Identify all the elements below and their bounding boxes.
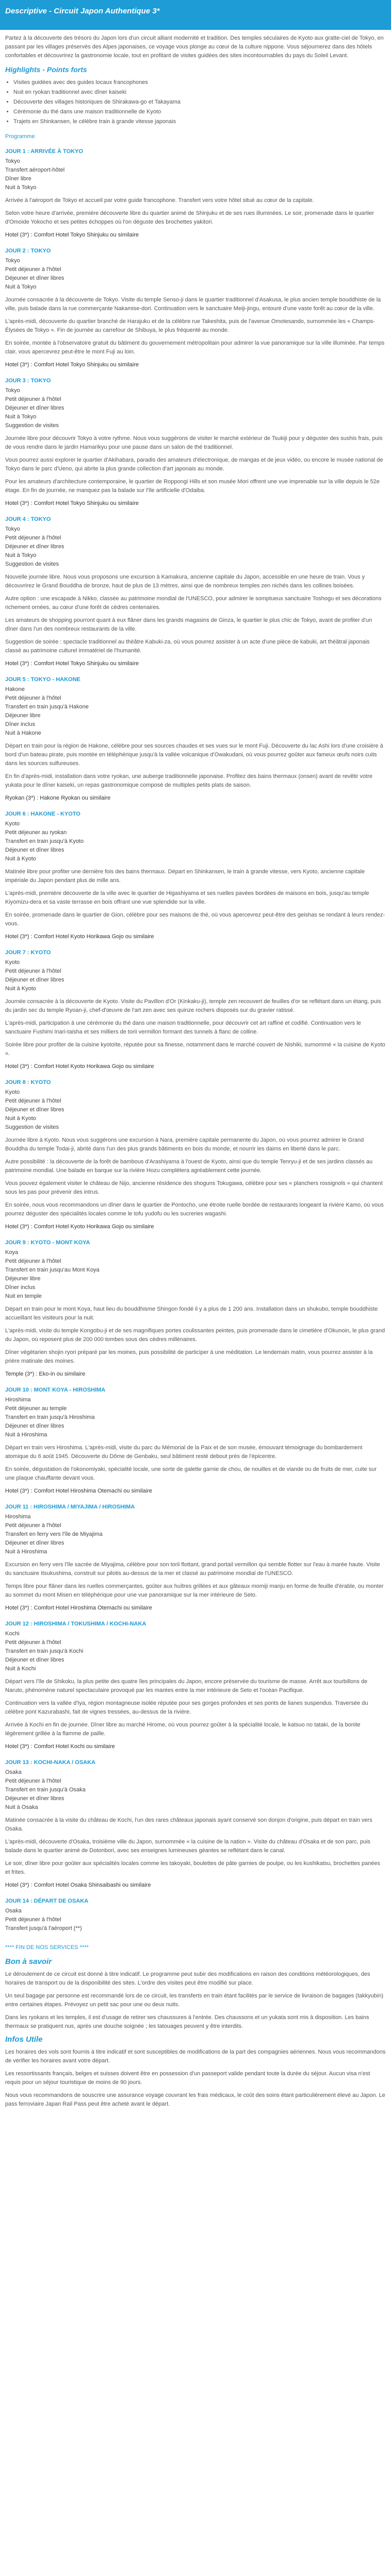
day-info-line: Déjeuner libre (5, 713, 41, 719)
day-title: JOUR 11 : HIROSHIMA / MIYAJIMA / HIROSHIMA (5, 1504, 135, 1510)
day-description: Départ en train pour la région de Hakone, célèbre pour ses sources chaudes et ses vues sur le mont Fuji. Découverte du lac Ashi lors d'une croisière à bord d'un bateau pirate, puis montée en téléphérique jusqu'à la vallée volcanique d'Owakudani, où vous pourrez goûter aux fameux œufs noirs cuits dans les sources sulfureuses. (5, 743, 383, 767)
day-info-line: Petit déjeuner à l'hôtel (5, 396, 61, 402)
itinerary-day (5, 515, 386, 668)
day-info-line: Déjeuner et dîner libres (5, 1540, 64, 1546)
main-content (0, 30, 391, 2118)
day-info-line: Petit déjeuner à l'hôtel (5, 1522, 61, 1529)
day-description: Journée consacrée à la découverte de Kyoto. Visite du Pavillon d'Or (Kinkaku-ji), temple zen recouvert de feuilles d'or se reflétant dans un étang, puis du jardin sec du temple Ryoan-ji, chef-d'œuvre de l'art zen avec ses quinze rochers disposés sur du gravier ratissé. (5, 998, 381, 1013)
highlight-item: • Trajets en Shinkansen, le célèbre train à grande vitesse japonais (13, 117, 386, 126)
day-info-line: Déjeuner et dîner libres (5, 405, 64, 411)
highlights-title: Highlights - Points forts (5, 65, 87, 74)
day-info-line: Dîner inclus (5, 1284, 36, 1291)
day-info-line: Hakone (5, 686, 25, 692)
itinerary-day (5, 675, 386, 803)
itinerary-day (5, 1620, 386, 1751)
day-title: JOUR 14 : DÉPART DE OSAKA (5, 1898, 89, 1904)
itinerary-day (5, 1239, 386, 1379)
day-info-line: Nuit à Kyoto (5, 1115, 36, 1122)
day-description: Arrivée à Kochi en fin de journée. Dîner libre au marché Hirome, où vous pourrez goûter à la spécialité locale, le katsuo no tataki, de la bonite légèrement grillée à la flamme de paille. (5, 1722, 361, 1737)
day-info-line: Déjeuner et dîner libres (5, 544, 64, 550)
useful-info-title: Infos Utile (5, 2035, 43, 2044)
day-title: JOUR 6 : HAKONE - KYOTO (5, 811, 80, 817)
day-info-line: Nuit à Kochi (5, 1666, 36, 1672)
day-description: Journée libre à Kyoto. Nous vous suggérons une excursion à Nara, première capitale permanente du Japon, où vous pourrez admirer le Grand Bouddha du temple Todai-ji, abrité dans l'un des plus grands bâtiments en bois du monde, et nourrir les daims en liberté dans le parc. (5, 1137, 364, 1152)
day-info-line: Nuit à Hakone (5, 730, 41, 736)
day-description: L'après-midi, visite du temple Kongobu-ji et de ses magnifiques portes coulissantes peintes, puis promenade dans le cimetière d'Okunoin, le plus grand du Japon, où reposent plus de 200 000 tombes sous des cèdres millénaires. (5, 1328, 385, 1343)
day-info-line: Nuit à Tokyo (5, 284, 37, 290)
hotel-line: Hotel (3*) : Comfort Hotel Tokyo Shinjuku ou similaire (5, 660, 139, 667)
day-info-line: Déjeuner et dîner libres (5, 1107, 64, 1113)
day-title: JOUR 9 : KYOTO - MONT KOYA (5, 1240, 90, 1246)
good-to-know-paragraph: Un seul bagage par personne est recommandé lors de ce circuit, les transferts en train étant facilités par le service de livraison de bagages (takkyubin) entre certaines étapes. Prévoyez un petit sac pour une ou deux nuits. (5, 1993, 384, 2008)
day-description: Vous pourrez aussi explorer le quartier d'Akihabara, paradis des amateurs d'électronique, de mangas et de jeux vidéo, ou encore le musée national de Tokyo dans le parc d'Ueno, qui abrite la plus grande collection d'art japonais au monde. (5, 457, 383, 472)
hotel-line: Hotel (3*) : Comfort Hotel Kyoto Horikawa Gojo ou similaire (5, 1063, 154, 1070)
hotel-line: Hotel (3*) : Comfort Hotel Tokyo Shinjuku ou similaire (5, 232, 139, 238)
spacer (5, 1812, 386, 1816)
day-title: JOUR 12 : HIROSHIMA / TOKUSHIMA / KOCHI-NAKA (5, 1621, 146, 1627)
spacer (5, 569, 386, 573)
itinerary-day (5, 948, 386, 1071)
day-info-line: Petit déjeuner à l'hôtel (5, 535, 61, 541)
day-info-line: Kyoto (5, 821, 20, 827)
day-info-line: Tokyo (5, 158, 20, 164)
spacer (5, 1556, 386, 1561)
day-info-line: Tokyo (5, 387, 20, 394)
end-of-services: **** FIN DE NOS SERVICES **** (5, 1944, 89, 1951)
day-info-line: Nuit à Hiroshima (5, 1432, 47, 1438)
day-info-line: Suggestion de visites (5, 1124, 59, 1130)
day-description: Matinée libre pour profiter une dernière fois des bains thermaux. Départ en Shinkansen, le train à grande vitesse, vers Kyoto, ancienne capitale impériale du Japon pendant plus de mille ans. (5, 869, 365, 884)
day-description: Dîner végétarien shojin ryori préparé par les moines, puis possibilité de participer à une méditation. Le lendemain matin, vous pourrez assister à la prière matinale des moines. (5, 1349, 373, 1364)
day-info-line: Petit déjeuner à l'hôtel (5, 1639, 61, 1646)
day-title: JOUR 4 : TOKYO (5, 516, 51, 522)
spacer (5, 738, 386, 742)
highlight-item: • Nuit en ryokan traditionnel avec dîner kaiseki (13, 88, 386, 97)
day-description: Suggestion de soirée : spectacle traditionnel au théâtre Kabuki-za, où vous pourrez assister à un acte d'une pièce de kabuki, art théâtral japonais classé au patrimoine culturel immatériel de l'humanité. (5, 639, 370, 654)
day-description: En soirée, dégustation de l'okonomiyaki, spécialité locale, une sorte de galette garnie de chou, de nouilles et de viande ou de fruits de mer, cuite sur une plaque chauffante devant vous. (5, 1466, 377, 1481)
day-title: JOUR 5 : TOKYO - HAKONE (5, 676, 80, 683)
day-description: Départ vers l'île de Shikoku, la plus petite des quatre îles principales du Japon, encore préservée du tourisme de masse. Arrêt aux tourbillons de Naruto, phénomène naturel spectaculaire provoqué par les marées entre la mer intérieure de Seto et l'océan Pacifique. (5, 1679, 368, 1693)
day-info-line: Déjeuner et dîner libres (5, 847, 64, 853)
day-description: Départ en train vers Hiroshima. L'après-midi, visite du parc du Mémorial de la Paix et de son musée, émouvant témoignage du bombardement atomique du 6 août 1945. Découverte du Dôme de Genbaku, seul bâtiment resté debout près de l'épicentre. (5, 1445, 363, 1460)
spacer (5, 1439, 386, 1444)
day-description: L'après-midi, première découverte de la ville avec le quartier de Higashiyama et ses ruelles pavées bordées de maisons en bois, jusqu'au temple Kiyomizu-dera et sa vaste terrasse en bois offrant une vue splendide sur la ville. (5, 890, 369, 905)
itinerary-day (5, 1758, 386, 1890)
itinerary-day (5, 1897, 386, 1937)
day-info-line: Tokyo (5, 258, 20, 264)
good-to-know-paragraph: Dans les ryokans et les temples, il est d'usage de retirer ses chaussures à l'entrée. Des chaussons et un yukata sont mis à disposition. Les bains thermaux se pratiquent nus, après une douche soignée ; les tatouages peuvent y être interdits. (5, 2014, 369, 2029)
day-description: L'après-midi, découverte d'Osaka, troisième ville du Japon, surnommée « la cuisine de la nation ». Visite du château d'Osaka et de son parc, puis balade dans le quartier animé de Dotonbori, avec ses enseignes lumineuses géantes se reflétant dans le canal. (5, 1839, 371, 1854)
day-info-line: Hiroshima (5, 1397, 31, 1403)
day-description: Nouvelle journée libre. Nous vous proposons une excursion à Kamakura, ancienne capitale du Japon, accessible en une heure de train. Vous y découvrirez le Grand Bouddha de bronze, haut de plus de 13 mètres, ainsi que de nombreux temples zen nichés dans les collines boisées. (5, 574, 365, 589)
highlight-item: • Visites guidées avec des guides locaux francophones (13, 78, 386, 87)
hotel-line: Hotel (3*) : Comfort Hotel Kyoto Horikawa Gojo ou similaire (5, 934, 154, 940)
day-title: JOUR 2 : TOKYO (5, 248, 51, 254)
day-title: JOUR 8 : KYOTO (5, 1079, 51, 1086)
day-info-line: Nuit à Tokyo (5, 552, 37, 558)
day-info-line: Déjeuner et dîner libres (5, 1423, 64, 1429)
hotel-line: Hotel (3*) : Comfort Hotel Hiroshima Otemachi ou similaire (5, 1488, 152, 1494)
day-description: Matinée consacrée à la visite du château de Kochi, l'un des rares châteaux japonais ayant conservé son donjon d'origine, puis départ en train vers Osaka. (5, 1817, 372, 1832)
itinerary-day (5, 377, 386, 508)
day-info-line: Transfert en train jusqu'à Kyoto (5, 838, 84, 844)
day-description: Selon votre heure d'arrivée, première découverte libre du quartier animé de Shinjuku et de ses rues illuminées. Le soir, promenade dans le quartier d'Omoide Yokocho et ses petites échoppes où l'on déguste des brochettes yakitori. (5, 210, 374, 225)
day-title: JOUR 3 : TOKYO (5, 378, 51, 384)
hotel-line: Hotel (3*) : Comfort Hotel Hiroshima Otemachi ou similaire (5, 1605, 152, 1611)
itinerary-day (5, 1503, 386, 1613)
spacer (5, 192, 386, 196)
day-description: Soirée libre pour profiter de la cuisine kyotoïte, réputée pour sa finesse, notamment dans le marché couvert de Nishiki, surnommé « la cuisine de Kyoto ». (5, 1042, 385, 1057)
day-description: Départ en train pour le mont Koya, haut lieu du bouddhisme Shingon fondé il y a plus de 1 200 ans. Installation dans un shukubo, temple bouddhiste accueillant les visiteurs pour la nuit. (5, 1306, 378, 1321)
day-info-line: Nuit en temple (5, 1293, 42, 1299)
page-title: Descriptive - Circuit Japon Authentique 3* (5, 7, 160, 15)
day-info-line: Osaka (5, 1908, 22, 1914)
spacer (5, 1933, 386, 1937)
intro-paragraph: Partez à la découverte des trésors du Japon lors d'un circuit alliant modernité et tradition. Des temples séculaires de Kyoto aux gratte-ciel de Tokyo, en passant par les villages préservés des Alpes japonaises, ce voyage vous plonge au cœur de la culture nippone. Vous séjournerez dans des hôtels confortables et découvrirez la gastronomie locale, tout en profitant de visites guidées des sites incontournables du pays du Soleil Levant. (5, 35, 384, 59)
day-info-line: Kyoto (5, 1089, 20, 1095)
spacer (5, 430, 386, 434)
day-info-line: Petit déjeuner à l'hôtel (5, 1258, 61, 1264)
program-label: Programme (5, 133, 35, 140)
spacer (5, 1673, 386, 1677)
day-info-line: Petit déjeuner à l'hôtel (5, 695, 61, 701)
day-info-line: Transfert aéroport-hôtel (5, 167, 65, 173)
day-info-line: Osaka (5, 1769, 22, 1775)
day-info-line: Koya (5, 1249, 19, 1256)
itinerary-day (5, 1078, 386, 1231)
day-info-line: Déjeuner et dîner libres (5, 977, 64, 983)
day-info-line: Tokyo (5, 526, 20, 532)
day-description: Le soir, dîner libre pour goûter aux spécialités locales comme les takoyaki, boulettes de pâte garnies de poulpe, ou les kushikatsu, brochettes panées et frites. (5, 1860, 381, 1875)
day-description: Arrivée à l'aéroport de Tokyo et accueil par votre guide francophone. Transfert vers votre hôtel situé au cœur de la capitale. (5, 197, 314, 204)
day-description: Vous pouvez également visiter le château de Nijo, ancienne résidence des shoguns Tokugawa, célèbre pour ses « planchers rossignols » qui chantent sous les pas pour prévenir des intrus. (5, 1180, 383, 1195)
day-info-line: Transfert en train jusqu'à Hiroshima (5, 1414, 95, 1420)
day-info-line: Dîner inclus (5, 721, 36, 727)
day-description: Les amateurs de shopping pourront quant à eux flâner dans les grands magasins de Ginza, le quartier le plus chic de Tokyo, avant de profiter d'un dîner dans l'un des nombreux restaurants de la ville. (5, 617, 372, 632)
day-description: Pour les amateurs d'architecture contemporaine, le quartier de Roppongi Hills et son musée Mori offrent une vue imprenable sur la ville depuis le 52e étage. En fin de journée, ne manquez pas la balade sur l'île artificielle d'Odaiba. (5, 479, 380, 494)
day-info-line: Petit déjeuner à l'hôtel (5, 1098, 61, 1104)
day-info-line: Nuit à Tokyo (5, 414, 37, 420)
useful-info-paragraph: Les ressortissants français, belges et suisses doivent être en possession d'un passeport valide pendant toute la durée du séjour. Aucun visa n'est requis pour un séjour touristique de moins de 90 jours. (5, 2071, 370, 2086)
day-info-line: Déjeuner et dîner libres (5, 275, 64, 281)
useful-info-paragraph: Les horaires des vols sont fournis à titre indicatif et sont susceptibles de modifications de la part des compagnies aériennes. Nous vous recommandons de vérifier les horaires avant votre départ. (5, 2049, 386, 2064)
spacer (5, 863, 386, 868)
day-info-line: Suggestion de visites (5, 422, 59, 429)
day-description: Excursion en ferry vers l'île sacrée de Miyajima, célèbre pour son torii flottant, grand portail vermillon qui semble flotter sur l'eau à marée haute. Visite du sanctuaire Itsukushima, construit sur pilotis au-dessus de la mer et classé au patrimoine mondial de l'UNESCO. (5, 1562, 380, 1577)
spacer (5, 292, 386, 296)
spacer (5, 1132, 386, 1136)
day-info-line: Suggestion de visites (5, 561, 59, 567)
itinerary-day (5, 810, 386, 941)
day-description: Continuation vers la vallée d'Iya, région montagneuse isolée réputée pour ses gorges profondes et ses ponts de lianes suspendus. Traversée du célèbre pont Kazurabashi, fait de vignes tressées, au-dessus de la rivière. (5, 1700, 368, 1715)
day-info-line: Transfert en train jusqu'à Hakone (5, 704, 89, 710)
day-info-line: Petit déjeuner à l'hôtel (5, 968, 61, 974)
day-title: JOUR 13 : KOCHI-NAKA / OSAKA (5, 1759, 95, 1766)
day-info-line: Nuit à Kyoto (5, 986, 36, 992)
day-info-line: Petit déjeuner à l'hôtel (5, 1917, 61, 1923)
highlight-item: • Découverte des villages historiques de Shirakawa-go et Takayama (13, 98, 386, 107)
day-description: Autre possibilité : la découverte de la forêt de bambous d'Arashiyama à l'ouest de Kyoto, ainsi que du temple Tenryu-ji et de ses jardins classés au patrimoine mondial. Une balade en barque sur la rivière Hozu complétera agréablement cette journée. (5, 1159, 373, 1174)
day-info-line: Petit déjeuner au ryokan (5, 829, 67, 836)
day-description: L'après-midi, découverte du quartier branché de Harajuku et de la célèbre rue Takeshita, puis de l'avenue Omotesando, surnommée les « Champs-Élysées de Tokyo ». Fin de journée au carrefour de Shibuya, le plus fréquenté au monde. (5, 318, 375, 333)
hotel-line: Hotel (3*) : Comfort Hotel Tokyo Shinjuku ou similaire (5, 362, 139, 368)
day-description: En fin d'après-midi, installation dans votre ryokan, une auberge traditionnelle japonaise. Profitez des bains thermaux (onsen) avant de revêtir votre yukata pour le dîner kaiseki, un repas gastronomique composé de multiples petits plats de saison. (5, 773, 372, 788)
day-info-line: Déjeuner libre (5, 1276, 41, 1282)
day-description: Journée consacrée à la découverte de Tokyo. Visite du temple Senso-ji dans le quartier traditionnel d'Asakusa, le plus ancien temple bouddhiste de la ville, puis balade dans la rue commerçante Nakamise-dori. Continuation vers le sanctuaire Meiji-jingu, entouré d'une vaste forêt au cœur de la ville. (5, 297, 381, 312)
day-info-line: Transfert jusqu'à l'aéroport (**) (5, 1925, 82, 1931)
day-info-line: Transfert en train jusqu'à Osaka (5, 1787, 86, 1793)
day-info-line: Hiroshima (5, 1514, 31, 1520)
day-description: En soirée, promenade dans le quartier de Gion, célèbre pour ses maisons de thé, où vous apercevrez peut-être des geishas se rendant à leurs rendez-vous. (5, 912, 385, 927)
highlights-list (5, 78, 386, 126)
day-description: Autre option : une escapade à Nikko, classée au patrimoine mondial de l'UNESCO, pour admirer le somptueux sanctuaire Toshogu et ses décorations richement ornées, au cœur d'une forêt de cèdres centenaires. (5, 596, 382, 611)
day-info-line: Dîner libre (5, 176, 31, 182)
day-info-line: Transfert en train jusqu'au Mont Koya (5, 1267, 100, 1273)
itinerary-day (5, 247, 386, 369)
day-description: En soirée, nous vous recommandons un dîner dans le quartier de Pontocho, une étroite ruelle bordée de restaurants longeant la rivière Kamo, où vous pourrez déguster des spécialités locales comme le tofu yudofu ou les sucreries wagashi. (5, 1202, 384, 1217)
day-description: En soirée, montée à l'observatoire gratuit du bâtiment du gouvernement métropolitain pour admirer la vue panoramique sur la ville illuminée. Par temps clair, vous apercevrez peut-être le mont Fuji au loin. (5, 340, 385, 355)
hotel-line: Hotel (3*) : Comfort Hotel Osaka Shinsaibashi ou similaire (5, 1882, 151, 1888)
hotel-line: Hotel (3*) : Comfort Hotel Tokyo Shinjuku ou similaire (5, 500, 139, 506)
day-info-line: Transfert en ferry vers l'île de Miyajima (5, 1531, 103, 1537)
day-description: Journée libre pour découvrir Tokyo à votre rythme. Nous vous suggérons de visiter le marché extérieur de Tsukiji pour y déguster des sushis frais, puis de vous rendre dans le jardin Hamarikyu pour une pause dans un salon de thé traditionnel. (5, 435, 383, 450)
highlight-item: • Cérémonie du thé dans une maison traditionnelle de Kyoto (13, 108, 386, 116)
day-info-line: Déjeuner et dîner libres (5, 1657, 64, 1663)
good-to-know-title: Bon à savoir (5, 1957, 52, 1966)
day-info-line: Transfert en train jusqu'à Kochi (5, 1648, 84, 1654)
day-title: JOUR 7 : KYOTO (5, 950, 51, 956)
day-info-line: Kochi (5, 1631, 20, 1637)
day-info-line: Déjeuner et dîner libres (5, 1795, 64, 1802)
day-info-line: Nuit à Hiroshima (5, 1549, 47, 1555)
hotel-line: Hotel (3*) : Comfort Hotel Kochi ou similaire (5, 1743, 115, 1750)
day-title: JOUR 1 : ARRIVÉE À TOKYO (5, 148, 83, 155)
day-info-line: Petit déjeuner à l'hôtel (5, 266, 61, 273)
hotel-line: Temple (3*) : Eko-in ou similaire (5, 1371, 86, 1377)
header-band (0, 0, 391, 30)
day-info-line: Kyoto (5, 959, 20, 965)
itinerary-day (5, 1386, 386, 1496)
day-info-line: Petit déjeuner à l'hôtel (5, 1778, 61, 1784)
day-info-line: Nuit à Tokyo (5, 184, 37, 191)
day-title: JOUR 10 : MONT KOYA - HIROSHIMA (5, 1387, 106, 1393)
day-info-line: Nuit à Osaka (5, 1804, 38, 1810)
spacer (5, 993, 386, 997)
hotel-line: Ryokan (3*) : Hakone Ryokan ou similaire (5, 795, 111, 801)
hotel-line: Hotel (3*) : Comfort Hotel Kyoto Horikawa Gojo ou similaire (5, 1224, 154, 1230)
day-description: Temps libre pour flâner dans les ruelles commerçantes, goûter aux huîtres grillées et aux gâteaux momiji manju en forme de feuille d'érable, ou monter au sommet du mont Misen en téléphérique pour une vue panoramique sur la mer intérieure de Seto. (5, 1583, 384, 1598)
useful-info-paragraph: Nous vous recommandons de souscrire une assurance voyage couvrant les frais médicaux, le coût des soins étant particulièrement élevé au Japon. Le pass ferroviaire Japan Rail Pass peut être acheté avant le départ. (5, 2092, 385, 2107)
good-to-know-paragraph: Le déroulement de ce circuit est donné à titre indicatif. Le programme peut subir des modifications en raison des conditions météorologiques, des horaires de transport ou de la disponibilité des sites. L'ordre des visites peut être modifié sur place. (5, 1971, 370, 1986)
day-description: L'après-midi, participation à une cérémonie du thé dans une maison traditionnelle, pour découvrir cet art raffiné et codifié. Continuation vers le sanctuaire Fushimi Inari-taisha et ses milliers de torii vermillon formant des tunnels à flanc de colline. (5, 1020, 361, 1035)
spacer (5, 1301, 386, 1305)
day-info-line: Nuit à Kyoto (5, 856, 36, 862)
day-info-line: Petit déjeuner au temple (5, 1405, 67, 1412)
itinerary-day (5, 147, 386, 240)
itinerary (5, 147, 386, 1937)
